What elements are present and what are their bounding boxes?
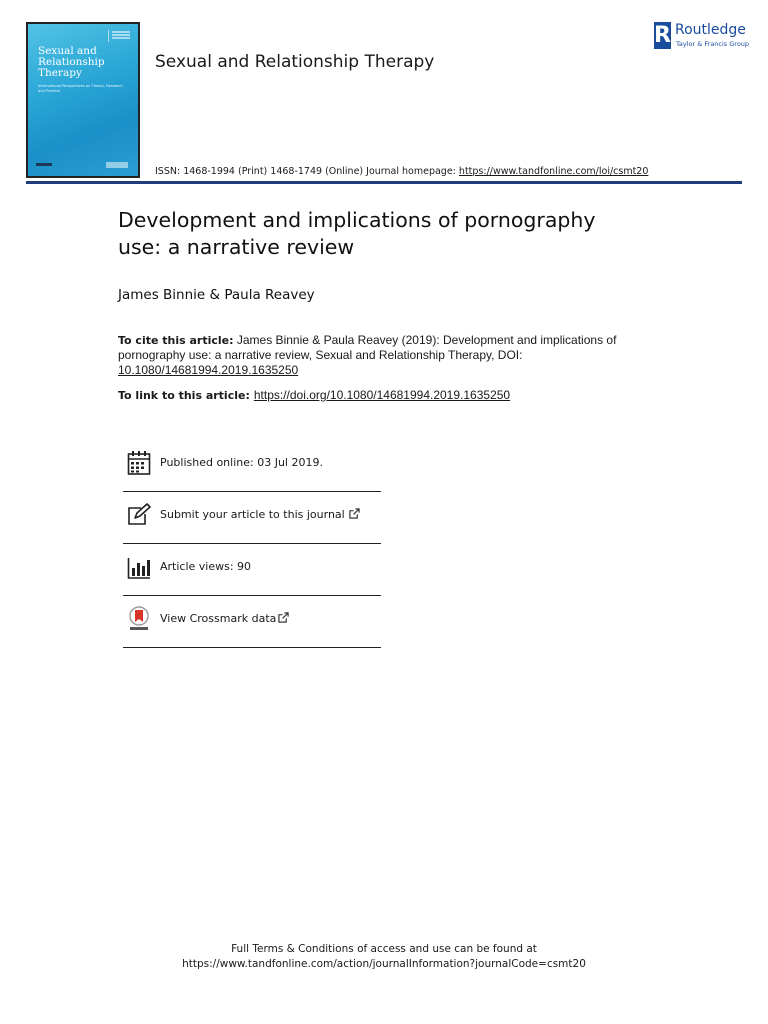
external-link-icon [349,508,360,519]
link-label: To link to this article: [118,389,250,402]
issn-line [155,166,648,177]
header-divider [26,181,742,184]
cover-tag-decoration [108,30,134,42]
article-link-block [118,388,678,403]
article-authors: James Binnie & Paula Reavey [118,287,315,303]
crossmark-row[interactable] [123,596,381,648]
journal-title: Sexual and Relationship Therapy [155,52,435,72]
article-info-list [123,440,381,648]
article-views-row [123,544,381,596]
terms-footer [0,942,768,972]
citation-label: To cite this article: [118,334,234,347]
submit-article-link[interactable] [160,508,360,521]
publisher-group: Taylor & Francis Group [676,40,750,48]
crossmark-icon [127,606,151,632]
article-views-text: Article views: 90 [160,560,252,573]
calendar-icon [127,450,151,476]
cover-publisher-mark [106,162,128,168]
citation-doi-link[interactable]: 10.1080/14681994.2019.1635250 [118,363,299,377]
submit-article-text: Submit your article to this journal [160,508,345,521]
edit-icon [127,502,151,528]
crossmark-text: View Crossmark data [160,612,277,625]
article-doi-link[interactable]: https://doi.org/10.1080/14681994.2019.1635250 [253,388,511,402]
publisher-name: Routledge [675,22,746,38]
article-title: Development and implications of pornography use: a narrative review [118,208,596,259]
terms-link[interactable]: https://www.tandfonline.com/action/journalInformation?journalCode=csmt20 [182,958,586,970]
routledge-logo-icon: R [654,23,671,48]
crossmark-link[interactable] [160,612,289,625]
citation-block [118,333,618,378]
cover-subtitle: International Perspectives on Theory, Research and Practice [38,84,123,93]
publisher-logo [654,22,750,50]
cover-footer-mark [36,163,52,166]
bar-chart-icon [127,554,151,580]
issn-text: ISSN: 1468-1994 (Print) 1468-1749 (Online) Journal homepage: [155,166,459,177]
external-link-icon [278,612,289,623]
terms-text: Full Terms & Conditions of access and use can be found at [231,943,537,955]
journal-homepage-link[interactable]: https://www.tandfonline.com/loi/csmt20 [458,166,649,177]
published-online-text: Published online: 03 Jul 2019. [160,456,323,469]
published-online-row [123,440,381,492]
cover-title: Sexual and Relationship Therapy [38,45,105,79]
citation-text: James Binnie & Paula Reavey (2019): Development and implications of pornography use: a narrative review, Sexual and Relationship Therapy, DOI: [118,333,617,362]
submit-article-row[interactable] [123,492,381,544]
journal-cover-image[interactable] [26,22,140,178]
